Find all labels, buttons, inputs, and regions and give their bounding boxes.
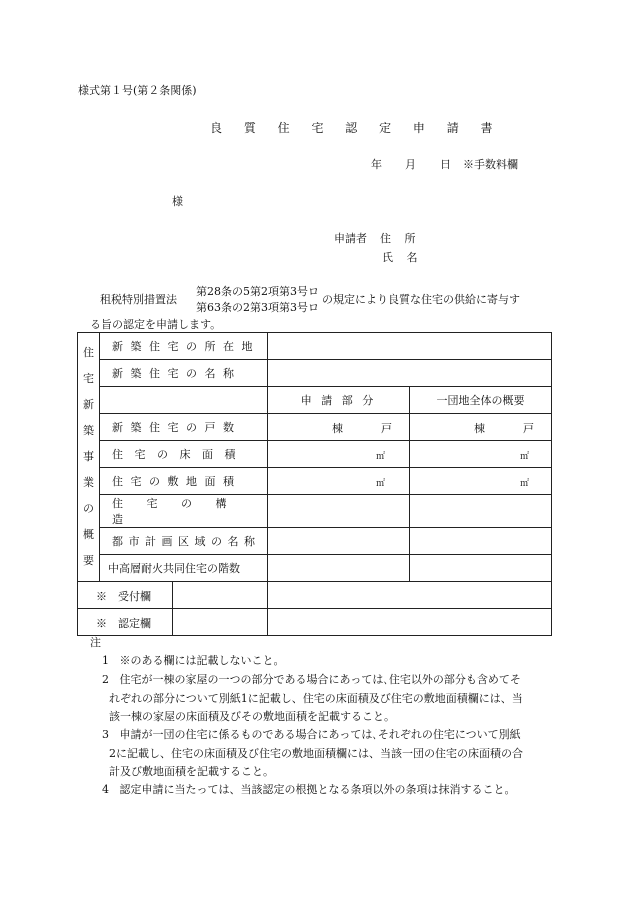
note-3 — [102, 727, 523, 781]
note-number: 1 — [102, 654, 109, 667]
row-location — [78, 333, 552, 360]
row-column-headers — [78, 387, 552, 414]
note-4 — [102, 782, 516, 799]
floor-area-label: 住 宅 の 床 面 積 — [100, 441, 268, 468]
unit-sqm: ㎡ — [376, 452, 386, 462]
row-structure — [78, 495, 552, 528]
unit-building: 棟 — [474, 422, 485, 435]
application-table — [77, 332, 552, 636]
blank-header-cell — [100, 387, 268, 414]
clause-1: 第28条の5第2項第3号ロ — [196, 285, 319, 298]
housing-name-label: 新 築 住 宅 の 名 称 — [100, 360, 268, 387]
note-text: ※のある欄には記載しないこと。 — [119, 654, 285, 667]
note-number: 3 — [102, 728, 109, 741]
floors-label: 中高層耐火共同住宅の階数 — [100, 555, 268, 582]
side-char: 事 — [83, 450, 94, 463]
unit-building: 棟 — [332, 422, 343, 435]
note-text: 計及び敷地面積を記載すること。 — [109, 765, 274, 778]
floor-area-application-field[interactable] — [268, 441, 410, 468]
form-number: 様式第１号(第２条関係) — [78, 84, 197, 97]
structure-application-field[interactable] — [268, 495, 410, 528]
side-char: 築 — [83, 424, 94, 437]
statement-text-1: の規定により良質な住宅の供給に寄与す — [322, 293, 520, 306]
floors-application-field[interactable] — [268, 555, 410, 582]
households-label: 新 築 住 宅 の 戸 数 — [100, 414, 268, 441]
note-1 — [102, 653, 285, 670]
side-char: 業 — [83, 476, 94, 489]
addressee-suffix: 様 — [172, 195, 183, 208]
date-month: 月 — [405, 158, 416, 171]
reception-row — [78, 582, 268, 609]
unit-sqm: ㎡ — [520, 452, 530, 462]
notes-heading: 注 — [90, 636, 101, 649]
location-field[interactable] — [268, 333, 552, 360]
unit-sqm: ㎡ — [376, 479, 386, 489]
row-floors — [78, 555, 552, 582]
housing-name-field[interactable] — [268, 360, 552, 387]
side-char: 要 — [83, 554, 94, 567]
note-text: 認定申請に当たっては、当該認定の根拠となる条項以外の条項は抹消すること。 — [119, 783, 516, 796]
note-2 — [102, 672, 523, 726]
reception-label: ※ 受付欄 — [96, 590, 151, 603]
fee-column-label: ※手数料欄 — [463, 158, 518, 171]
structure-overall-field[interactable] — [410, 495, 552, 528]
name-label: 氏 名 — [382, 251, 423, 264]
row-households — [78, 414, 552, 441]
side-char: 概 — [83, 528, 94, 541]
side-char: 住 — [83, 346, 94, 359]
date-day: 日 — [440, 158, 451, 171]
note-text: 住宅が一棟の家屋の一つの部分である場合にあっては､住宅以外の部分も含めてそ — [119, 673, 521, 686]
households-overall-field[interactable] — [410, 414, 552, 441]
unit-sqm: ㎡ — [520, 479, 530, 489]
note-text: 該一棟の家屋の床面積及びその敷地面積を記載すること。 — [109, 710, 395, 723]
floor-area-overall-field[interactable] — [410, 441, 552, 468]
row-certification — [78, 609, 552, 636]
row-city-plan — [78, 528, 552, 555]
side-char: 新 — [83, 398, 94, 411]
col-application-header: 申 請 部 分 — [268, 387, 410, 414]
site-area-application-field[interactable] — [268, 468, 410, 495]
law-name: 租税特別措置法 — [100, 293, 177, 306]
date-year: 年 — [371, 158, 382, 171]
note-number: 4 — [102, 783, 109, 796]
households-application-field[interactable] — [268, 414, 410, 441]
col-overall-header: 一団地全体の概要 — [410, 387, 552, 414]
reception-field[interactable] — [268, 582, 552, 609]
unit-house: 戸 — [381, 422, 392, 435]
certification-label: ※ 認定欄 — [96, 617, 151, 630]
applicant-label: 申請者 — [334, 232, 367, 245]
row-reception — [78, 582, 552, 609]
certification-row — [78, 609, 268, 636]
site-area-overall-field[interactable] — [410, 468, 552, 495]
city-plan-label: 都 市 計 画 区 域 の 名 称 — [100, 528, 268, 555]
clause-2: 第63条の2第3項第3号ロ — [196, 301, 319, 314]
side-char: 宅 — [83, 372, 94, 385]
side-char: の — [83, 502, 94, 515]
note-number: 2 — [102, 673, 109, 686]
floors-overall-field[interactable] — [410, 555, 552, 582]
unit-house: 戸 — [523, 422, 534, 435]
row-floor-area — [78, 441, 552, 468]
row-site-area — [78, 468, 552, 495]
statement-text-2: る旨の認定を申請します。 — [90, 318, 222, 331]
note-text: 2に記載し、住宅の床面積及び住宅の敷地面積欄には、当該一団の住宅の床面積の合 — [109, 746, 523, 760]
note-text: れぞれの部分について別紙1に記載し、住宅の床面積及び住宅の敷地面積欄には、当 — [109, 691, 523, 705]
side-label — [78, 333, 100, 582]
certification-field[interactable] — [268, 609, 552, 636]
address-label: 住 所 — [380, 232, 421, 245]
city-plan-overall-field[interactable] — [410, 528, 552, 555]
row-name — [78, 360, 552, 387]
structure-label: 住 宅 の 構 造 — [100, 495, 268, 528]
city-plan-application-field[interactable] — [268, 528, 410, 555]
location-label: 新 築 住 宅 の 所 在 地 — [100, 333, 268, 360]
site-area-label: 住 宅 の 敷 地 面 積 — [100, 468, 268, 495]
note-text: 申請が一団の住宅に係るものである場合にあっては､それぞれの住宅について別紙 — [119, 728, 521, 741]
document-title: 良 質 住 宅 認 定 申 請 書 — [210, 121, 502, 135]
